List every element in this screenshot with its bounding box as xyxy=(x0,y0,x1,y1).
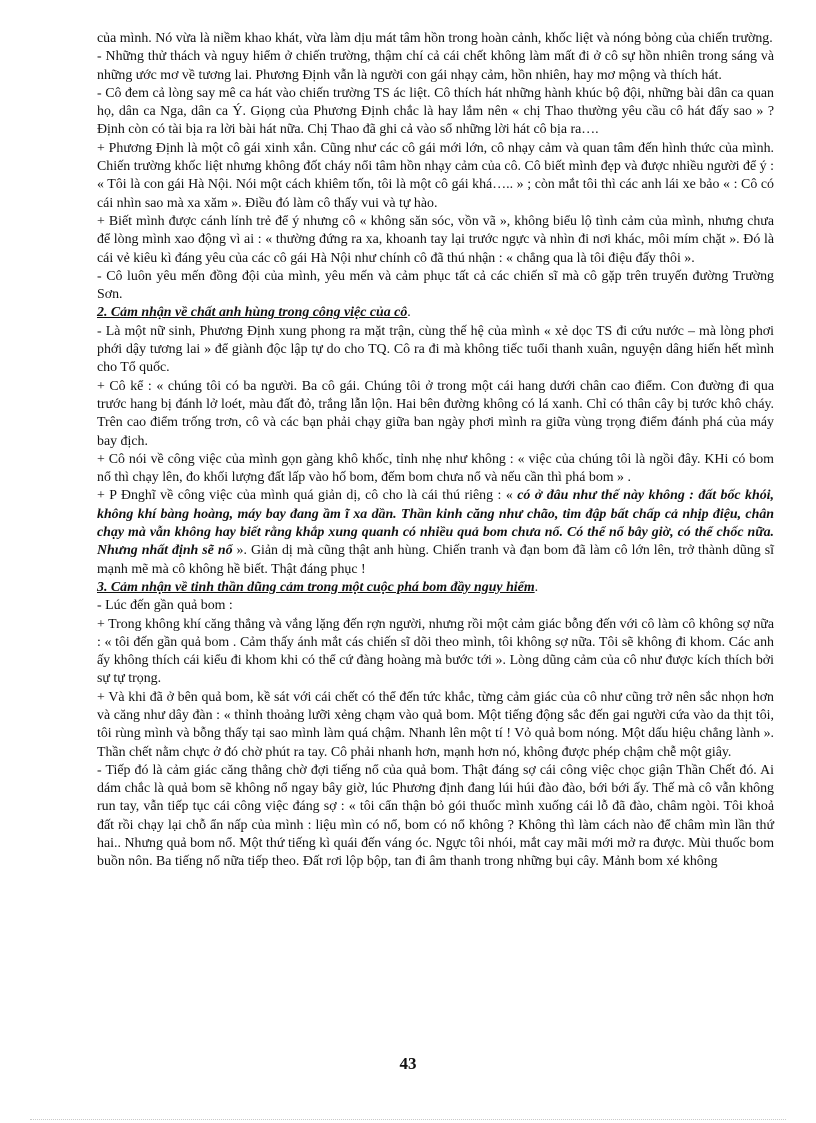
section-3-paragraph-1: - Lúc đến gần quả bom : xyxy=(97,598,233,614)
italic-quote: có ở đâu như thế này không : đất bốc khói, không khí bàng hoàng, máy bay đang ầm ĩ xa dần. Thần kinh căng như chão, tim đập bất chấp cả nhịp điệu, chân chạy mà vẫn không hay biết rằng khắp xung quanh có nhiều quả bom chưa nổ. Có thể nổ bây giờ, có thể chốc nữa. Nhưng nhất định sẽ nổ xyxy=(97,488,774,559)
section-2-paragraph-2: + Cô kể : « chúng tôi có ba người. Ba cô gái. Chúng tôi ở trong một cái hang dưới chân cao điểm. Con đường đi qua trước hang bị đánh lở loét, màu đất đỏ, trắng lẫn lộn. Hai bên đường không có lá xanh. Chỉ có thân cây bị tước khô cháy. Trên cao điểm trống trơn, cô và các bạn phải chạy giữa ban ngày phơi mình ra giữa vùng trọng điểm đánh phá của máy bay địch. xyxy=(97,378,774,449)
paragraph-1: của mình. Nó vừa là niềm khao khát, vừa làm dịu mát tâm hồn trong hoàn cảnh, khốc liệt và nóng bỏng của chiến trường. xyxy=(97,31,773,46)
section-2-paragraph-3: + Cô nói về công việc của mình gọn gàng khô khốc, tỉnh nhẹ như không : « việc của chúng tôi là ngồi đây. KHi có bom nổ thì chạy lên, đo khối lượng đất lấp vào hố bom, đếm bom chưa nổ và nếu cần thì phá bom » . xyxy=(97,451,774,486)
section-3-paragraph-4: - Tiếp đó là cảm giác căng thẳng chờ đợi tiếng nổ của quả bom. Thật đáng sợ cái công việc chọc giận Thần Chết đó. Ai dám chắc là quả bom sẽ không nổ ngay bây giờ, lúc Phương định đang lúi húi đào đào, bới bới ấy. Thế mà cô vẫn không run tay, vẫn tiếp tục cái công việc đáng sợ : « tôi cẩn thận bỏ gói thuốc mình xuống cái lỗ đã đào, châm ngòi. Tôi khoả đất rồi chạy lại chỗ ẩn nấp của mình : liệu mìn có nổ, bom có nổ không ? Không thì làm cách nào để châm mìn lần thứ hai.. Nhưng quả bom nổ. Một thứ tiếng kì quái đến váng óc. Ngực tôi nhói, mắt cay mãi mới mở ra được. Mùi thuốc bom buồn nôn. Ba tiếng nổ nữa tiếp theo. Đất rơi lộp bộp, tan đi âm thanh trong những bụi cây. Mảnh bom xé không xyxy=(97,762,774,870)
paragraph-3: - Cô đem cả lòng say mê ca hát vào chiến trường TS ác liệt. Cô thích hát những hành khúc bộ đội, những bài dân ca quan họ, dân ca Nga, dân ca Ý. Giọng của Phương Định chắc là hay lắm nên « chị Thao thường yêu cầu cô hát đấy sao » ? Định còn có tài bịa ra lời bài hát nữa. Chị Thao đã ghi cả vào sổ những lời hát cô bịa ra…. xyxy=(97,85,774,138)
page-bottom-divider xyxy=(30,1119,786,1120)
paragraph-6: - Cô luôn yêu mến đồng đội của mình, yêu mến và cảm phục tất cả các chiến sĩ mà cô gặp trên truyến đường Trường Sơn. xyxy=(97,268,774,303)
section-2-paragraph-4: + P Đnghĩ về công việc của mình quá giản dị, cô cho là cái thú riêng : « có ở đâu như thế này không : đất bốc khói, không khí bàng hoàng, máy bay đang ầm ĩ xa dần. Thần kinh căng như chão, tim đập bất chấp cả nhịp điệu, chân chạy mà vẫn không hay biết rằng khắp xung quanh có nhiều quả bom chưa nổ. Có thể nổ bây giờ, có thể chốc nữa. Nhưng nhất định sẽ nổ ». Giản dị mà cũng thật anh hùng. Chiến tranh và đạn bom đã làm cô lớn lên, trở thành dũng sĩ mạnh mẽ mà cô không hề biết. Thật đáng phục ! xyxy=(97,488,774,577)
section-3-paragraph-3: + Và khi đã ở bên quả bom, kề sát với cái chết có thể đến tức khắc, từng cảm giác của cô như cũng trở nên sắc nhọn hơn và căng như dây đàn : « thỉnh thoảng lưỡi xẻng chạm vào quả bom. Một tiếng động sắc đến gai người cứa vào da thịt tôi, tôi rùng mình và bỗng thấy tại sao mình làm quá chậm. Nhanh lên một tí ! Vỏ quả bom nóng. Một dấu hiệu chẳng lành ». Thần chết nằm chực ở đó chờ phút ra tay. Cô phải nhanh hơn, mạnh hơn nó, không được phép chậm chễ một giây. xyxy=(97,689,774,760)
section-2-paragraph-1: - Là một nữ sinh, Phương Định xung phong ra mặt trận, cùng thế hệ của mình « xẻ dọc TS đi cứu nước – mà lòng phơi phới dậy tương lai » để giành độc lập tự do cho TQ. Cô ra đi mà không tiếc tuổi thanh xuân, nguyện dâng hiến hết mình cho Tổ quốc. xyxy=(97,323,774,376)
page-number: 43 xyxy=(399,1054,417,1073)
section-3-paragraph-2: + Trong không khí căng thẳng và vắng lặng đến rợn người, nhưng rồi một cảm giác bỗng đến với cô làm cô không sợ nữa : « tôi đến gần quả bom . Cảm thấy ánh mắt cás chiến sĩ dõi theo mình, tôi không sợ nữa. Tôi sẽ không đi khom. Các anh ấy không thích cái kiểu đi khom khi có thể cứ đàng hoàng mà bước tới ». Lòng dũng cảm của cô như được kích thích bởi sự tự trọng. xyxy=(97,616,774,687)
paragraph-5: + Biết mình được cánh lính trẻ để ý nhưng cô « không săn sóc, vồn vã », không biểu lộ tình cảm của mình, nhưng chưa để lòng mình xao động vì ai : « thường đứng ra xa, khoanh tay lại trước ngực và nhìn đi nơi khác, môi mím chặt ». Đó là cái vẻ kiêu kì đáng yêu của các cô gái Hà Nội như chính cô đã thú nhận : « chẳng qua là tôi điệu đấy thôi ». xyxy=(97,213,774,266)
paragraph-4: + Phương Định là một cô gái xinh xắn. Cũng như các cô gái mới lớn, cô nhạy cảm và quan tâm đến hình thức của mình. Chiến trường khốc liệt nhưng không đốt cháy nổi tâm hồn nhạy cảm của cô. Cô biết mình đẹp và được nhiều người để ý : « Tôi là con gái Hà Nội. Nói một cách khiêm tốn, tôi là một cô gái khá….. » ; còn mắt tôi thì các anh lái xe bảo « : Cô có cái nhìn sao mà xa xăm ». Điều đó làm cô thấy vui và tự hào. xyxy=(97,140,774,211)
paragraph-2: - Những thử thách và nguy hiểm ở chiến trường, thậm chí cả cái chết không làm mất đi ở cô sự hồn nhiên trong sáng và những ước mơ về tương lai. Phương Định vẫn là người con gái nhạy cảm, hồn nhiên, hay mơ mộng và thích hát. xyxy=(97,49,774,83)
document-page xyxy=(97,30,774,872)
section-3-heading: 3. Cảm nhận về tinh thần dũng cảm trong một cuộc phá bom đầy nguy hiểm. xyxy=(97,579,539,595)
section-2-heading: 2. Cảm nhận về chất anh hùng trong công việc của cô. xyxy=(97,305,411,321)
